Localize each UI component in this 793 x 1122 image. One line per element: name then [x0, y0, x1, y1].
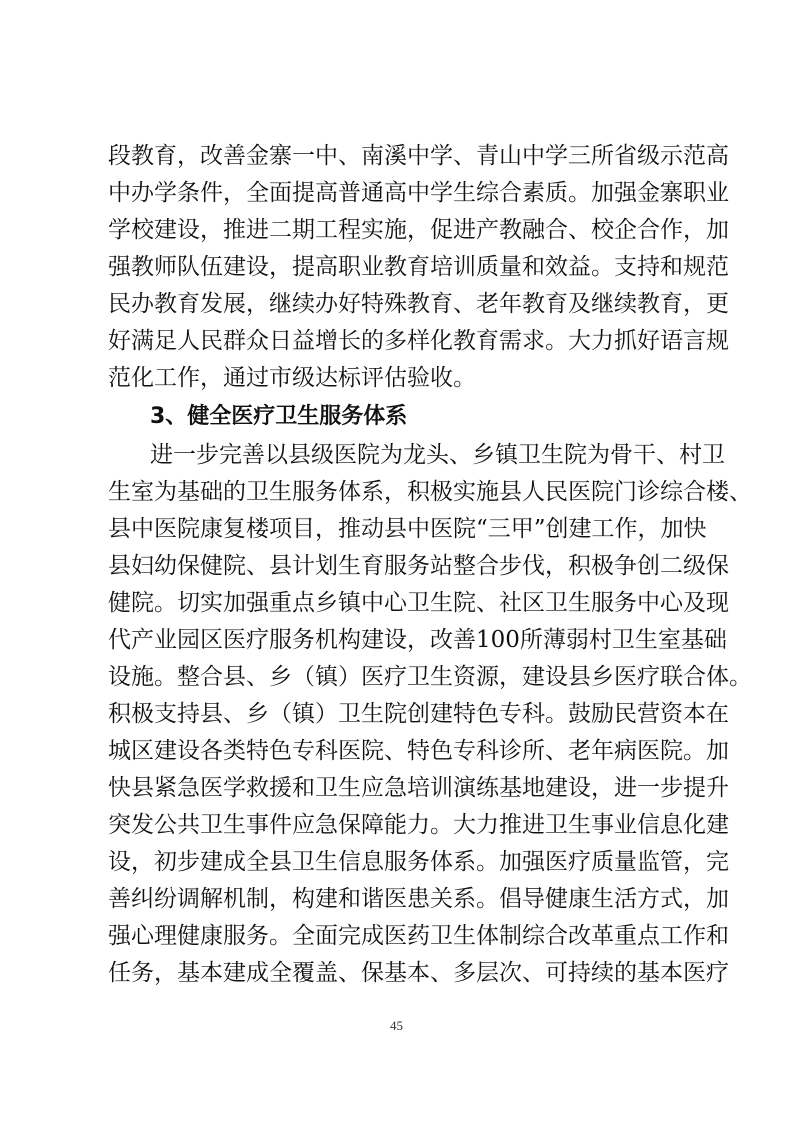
paragraph-line: 学校建设，推进二期工程实施，促进产教融合、校企合作，加	[108, 217, 729, 243]
paragraph-line: 民办教育发展，继续办好特殊教育、老年教育及继续教育，更	[108, 291, 729, 317]
paragraph-line: 范化工作，通过市级达标评估验收。	[108, 365, 476, 391]
paragraph-line: 设施。整合县、乡（镇）医疗卫生资源，建设县乡医疗联合体。	[108, 664, 752, 690]
paragraph-line: 强教师队伍建设，提高职业教育培训质量和效益。支持和规范	[108, 254, 729, 280]
paragraph-line: 好满足人民群众日益增长的多样化教育需求。大力抓好语言规	[108, 328, 729, 354]
paragraph-line: 县中医院康复楼项目，推动县中医院“三甲”创建工作，加快	[108, 516, 707, 542]
paragraph-line: 设，初步建成全县卫生信息服务体系。加强医疗质量监管，完	[108, 849, 729, 875]
paragraph-line: 中办学条件，全面提高普通高中学生综合素质。加强金寨职业	[108, 180, 729, 206]
paragraph-line: 进一步完善以县级医院为龙头、乡镇卫生院为骨干、村卫	[150, 442, 725, 468]
paragraph-line: 县妇幼保健院、县计划生育服务站整合步伐，积极争创二级保	[108, 553, 729, 579]
paragraph-line: 健院。切实加强重点乡镇中心卫生院、社区卫生服务中心及现	[108, 590, 729, 616]
page-number: 45	[390, 1018, 403, 1033]
paragraph-line: 善纠纷调解机制，构建和谐医患关系。倡导健康生活方式，加	[108, 886, 729, 912]
paragraph-line: 代产业园区医疗服务机构建设，改善100所薄弱村卫生室基础	[108, 627, 727, 653]
paragraph-line: 快县紧急医学救援和卫生应急培训演练基地建设，进一步提升	[108, 775, 729, 801]
paragraph-line: 生室为基础的卫生服务体系，积极实施县人民医院门诊综合楼、	[108, 479, 752, 505]
paragraph-line: 段教育，改善金寨一中、南溪中学、青山中学三所省级示范高	[108, 143, 729, 169]
paragraph-line: 强心理健康服务。全面完成医药卫生体制综合改革重点工作和	[108, 923, 729, 949]
section-heading: 3、健全医疗卫生服务体系	[150, 404, 408, 429]
paragraph-line: 突发公共卫生事件应急保障能力。大力推进卫生事业信息化建	[108, 812, 729, 838]
paragraph-line: 任务，基本建成全覆盖、保基本、多层次、可持续的基本医疗	[108, 960, 729, 986]
paragraph-line: 积极支持县、乡（镇）卫生院创建特色专科。鼓励民营资本在	[108, 701, 729, 727]
paragraph-line: 城区建设各类特色专科医院、特色专科诊所、老年病医院。加	[108, 738, 729, 764]
